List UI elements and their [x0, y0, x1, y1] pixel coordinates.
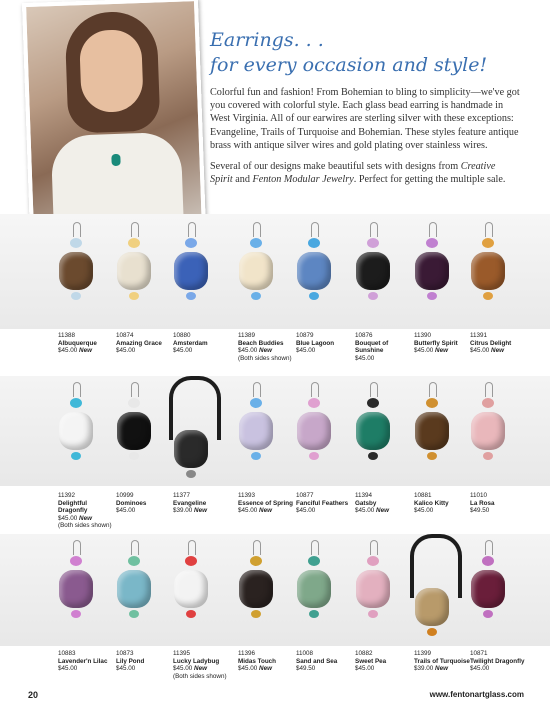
- product-name: Beach Buddies: [238, 339, 284, 347]
- product-number: 10880: [173, 332, 191, 339]
- intro-paragraph-2: Several of our designs make beautiful sets with designs from Creative Spirit and Fenton Modular Jewelry. Perfect for getting the multiple sale.: [210, 161, 506, 186]
- product-caption: [355, 492, 413, 515]
- product-caption: [238, 650, 296, 673]
- product-caption: [470, 332, 528, 355]
- product-caption: [173, 650, 231, 680]
- product-name: Delightful Dragonfly: [58, 499, 88, 515]
- product-price: $45.00 New: [470, 347, 504, 355]
- product-price: $45.00: [296, 507, 316, 515]
- product-name: Lucky Ladybug: [173, 657, 220, 665]
- product-number: 11394: [355, 492, 373, 499]
- product-price: $45.00: [414, 507, 434, 515]
- product-caption: [58, 332, 116, 355]
- product-name: Lily Pond: [116, 657, 145, 665]
- product-price: $45.00 New: [238, 665, 272, 673]
- product-number: 10871: [470, 650, 488, 657]
- product-price: $45.00: [355, 665, 375, 673]
- product-name: Butterfly Spirit: [414, 339, 458, 347]
- title-line-1: Earrings. . .: [210, 29, 324, 51]
- product-name: Kalico Kitty: [414, 499, 449, 507]
- product-name: Blue Lagoon: [296, 339, 335, 347]
- product-note: (Both sides shown): [238, 354, 292, 362]
- product-number: 11377: [173, 492, 191, 499]
- product-number: 10881: [414, 492, 432, 499]
- product-number: 11389: [238, 332, 256, 339]
- product-price: $39.00 New: [414, 665, 448, 673]
- product-caption: [355, 332, 413, 362]
- product-name: Amsterdam: [173, 339, 208, 347]
- product-name: Twilight Dragonfly: [470, 657, 525, 665]
- product-price: $49.50: [470, 507, 490, 515]
- product-name: La Rosa: [470, 499, 495, 507]
- product-price: $45.00 New: [238, 347, 272, 355]
- product-number: 11388: [58, 332, 76, 339]
- product-note: (Both sides shown): [58, 522, 112, 530]
- new-badge: New: [192, 507, 207, 515]
- product-caption: [470, 492, 528, 515]
- product-caption: [173, 332, 231, 355]
- product-number: 11392: [58, 492, 76, 499]
- new-badge: New: [257, 665, 272, 673]
- product-name: Sweet Pea: [355, 657, 387, 665]
- product-name: Trails of Turquoise: [414, 657, 470, 665]
- product-number: 10999: [116, 492, 134, 499]
- product-caption: [414, 492, 472, 515]
- new-badge: New: [192, 665, 207, 673]
- product-caption: [238, 332, 296, 362]
- product-name: Albuquerque: [58, 339, 97, 347]
- model-photo: [22, 0, 206, 237]
- product-caption: [414, 332, 472, 355]
- product-price: $45.00 New: [58, 514, 92, 522]
- product-caption: [355, 650, 413, 673]
- product-name: Essence of Spring: [238, 499, 293, 507]
- product-price: $45.00: [296, 347, 316, 355]
- product-price: $45.00: [116, 347, 136, 355]
- creative-spirit-ref: Creative Spirit: [210, 161, 496, 186]
- fenton-modular-ref: Fenton Modular Jewelry: [252, 174, 354, 186]
- product-number: 10873: [116, 650, 134, 657]
- new-badge: New: [374, 507, 389, 515]
- page-number: 20: [28, 690, 39, 700]
- new-badge: New: [77, 514, 92, 522]
- product-caption: [173, 492, 231, 515]
- product-number: 11393: [238, 492, 256, 499]
- product-caption: [116, 332, 174, 355]
- product-name: Evangeline: [173, 499, 207, 507]
- product-price: $45.00 New: [58, 347, 92, 355]
- product-name: Sand and Sea: [296, 657, 338, 665]
- product-name: Lavender'n Lilac: [58, 657, 108, 665]
- product-number: 11008: [296, 650, 314, 657]
- product-number: 10876: [355, 332, 373, 339]
- product-caption: [58, 650, 116, 673]
- product-number: 11399: [414, 650, 432, 657]
- product-caption: [470, 650, 528, 673]
- product-name: Bouquet of Sunshine: [355, 339, 389, 355]
- product-price: $45.00: [58, 665, 78, 673]
- intro-paragraph-1: Colorful fun and fashion! From Bohemian to bling to simplicity—we've got you covered with colorful style. Each glass bead earring is handmade in West Virginia. All of our earwires are sterling silver with these exceptions: Evangeline, Trails of Turquoise and Bohemian. These styles feature antique brass with antique silver wires and gold plating over stainless wires.: [210, 87, 520, 151]
- product-price: $45.00 New: [355, 507, 389, 515]
- new-badge: New: [77, 347, 92, 355]
- product-number: 11391: [470, 332, 488, 339]
- product-price: $45.00: [173, 347, 193, 355]
- page-title: [210, 28, 530, 78]
- product-caption: [116, 492, 174, 515]
- product-price: $45.00 New: [238, 507, 272, 515]
- product-price: $45.00: [355, 354, 375, 362]
- new-badge: New: [489, 347, 504, 355]
- product-number: 10879: [296, 332, 314, 339]
- product-price: $45.00: [116, 507, 136, 515]
- product-number: 10877: [296, 492, 314, 499]
- product-number: 10882: [355, 650, 373, 657]
- product-name: Gatsby: [355, 499, 377, 507]
- intro-text: [210, 86, 520, 194]
- product-price: $45.00: [116, 665, 136, 673]
- product-name: Citrus Delight: [470, 339, 512, 347]
- product-caption: [58, 492, 116, 530]
- product-number: 11010: [470, 492, 488, 499]
- product-number: 11396: [238, 650, 256, 657]
- new-badge: New: [257, 347, 272, 355]
- product-price: $45.00 New: [173, 665, 207, 673]
- product-price: $49.50: [296, 665, 316, 673]
- product-caption: [414, 650, 472, 673]
- product-price: $39.00 New: [173, 507, 207, 515]
- title-line-2: for every occasion and style!: [210, 54, 488, 76]
- product-price: $45.00: [470, 665, 490, 673]
- product-caption: [116, 650, 174, 673]
- product-number: 11390: [414, 332, 432, 339]
- product-number: 10883: [58, 650, 76, 657]
- website-link[interactable]: www.fentonartglass.com: [429, 690, 524, 699]
- product-name: Amazing Grace: [116, 339, 162, 347]
- product-price: $45.00 New: [414, 347, 448, 355]
- product-name: Fanciful Feathers: [296, 499, 349, 507]
- product-number: 11395: [173, 650, 191, 657]
- new-badge: New: [257, 507, 272, 515]
- product-caption: [296, 650, 354, 673]
- product-number: 10874: [116, 332, 134, 339]
- product-caption: [238, 492, 296, 515]
- product-note: (Both sides shown): [173, 672, 227, 680]
- product-caption: [296, 492, 354, 515]
- product-name: Midas Touch: [238, 657, 277, 665]
- product-name: Dominoes: [116, 499, 147, 507]
- product-caption: [296, 332, 354, 355]
- new-badge: New: [433, 665, 448, 673]
- new-badge: New: [433, 347, 448, 355]
